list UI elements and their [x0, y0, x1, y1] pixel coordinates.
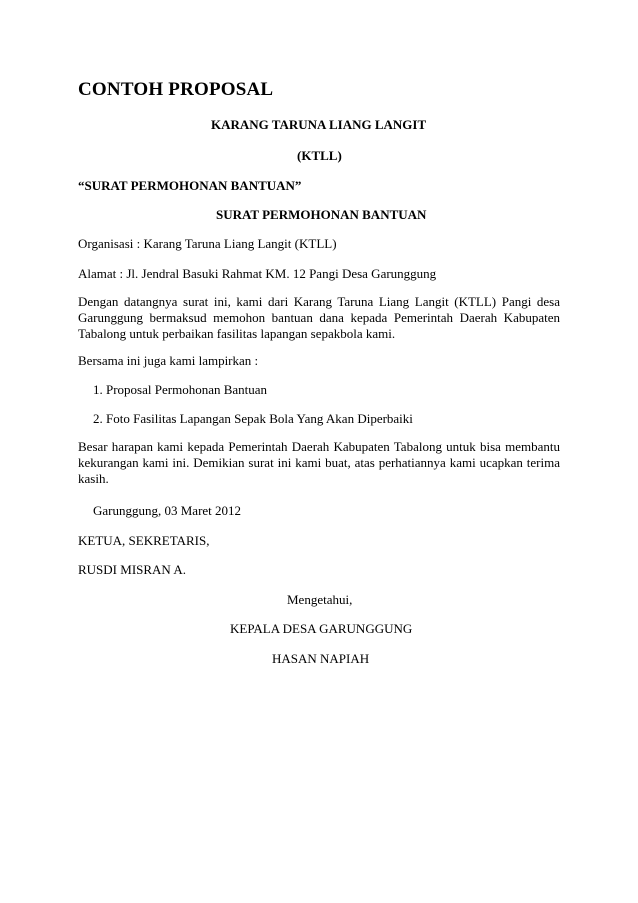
quoted-subject: “SURAT PERMOHONAN BANTUAN”: [78, 178, 302, 193]
document-title: CONTOH PROPOSAL: [78, 79, 274, 100]
attachment-intro: Bersama ini juga kami lampirkan :: [78, 353, 259, 368]
signatory-name: RUSDI MISRAN A.: [78, 562, 186, 577]
list-item-label: Foto Fasilitas Lapangan Sepak Bola Yang Akan Diperbaiki: [106, 411, 413, 426]
acknowledged-label: Mengetahui,: [287, 592, 353, 607]
place-date: Garunggung, 03 Maret 2012: [93, 503, 242, 518]
village-head-name: HASAN NAPIAH: [272, 651, 370, 666]
list-item: [93, 381, 267, 398]
organisasi-line: Organisasi : Karang Taruna Liang Langit (KTLL): [78, 236, 337, 251]
organization-heading: KARANG TARUNA LIANG LANGIT: [211, 117, 427, 132]
list-item-number: 1.: [93, 382, 103, 397]
organization-abbreviation: (KTLL): [297, 148, 342, 163]
list-item-number: 2.: [93, 411, 103, 426]
alamat-line: Alamat : Jl. Jendral Basuki Rahmat KM. 12 Pangi Desa Garunggung: [78, 266, 437, 281]
intro-paragraph: Dengan datangnya surat ini, kami dari Karang Taruna Liang Langit (KTLL) Pangi desa Garunggung bermaksud memohon bantuan dana kepada Pemerintah Daerah Kabupaten Tabalong untuk perbaikan fasilitas lapangan sepakbola kami.: [78, 294, 560, 341]
closing-paragraph: Besar harapan kami kepada Pemerintah Daerah Kabupaten Tabalong untuk bisa membantu kekurangan kami ini. Demikian surat ini kami buat, atas perhatiannya kami ucapkan terima kasih.: [78, 439, 560, 486]
letter-heading: SURAT PERMOHONAN BANTUAN: [216, 207, 427, 222]
signatory-roles: KETUA, SEKRETARIS,: [78, 533, 210, 548]
list-item: [93, 410, 413, 427]
list-item-label: Proposal Permohonan Bantuan: [106, 382, 268, 397]
village-head-title: KEPALA DESA GARUNGGUNG: [230, 621, 413, 636]
